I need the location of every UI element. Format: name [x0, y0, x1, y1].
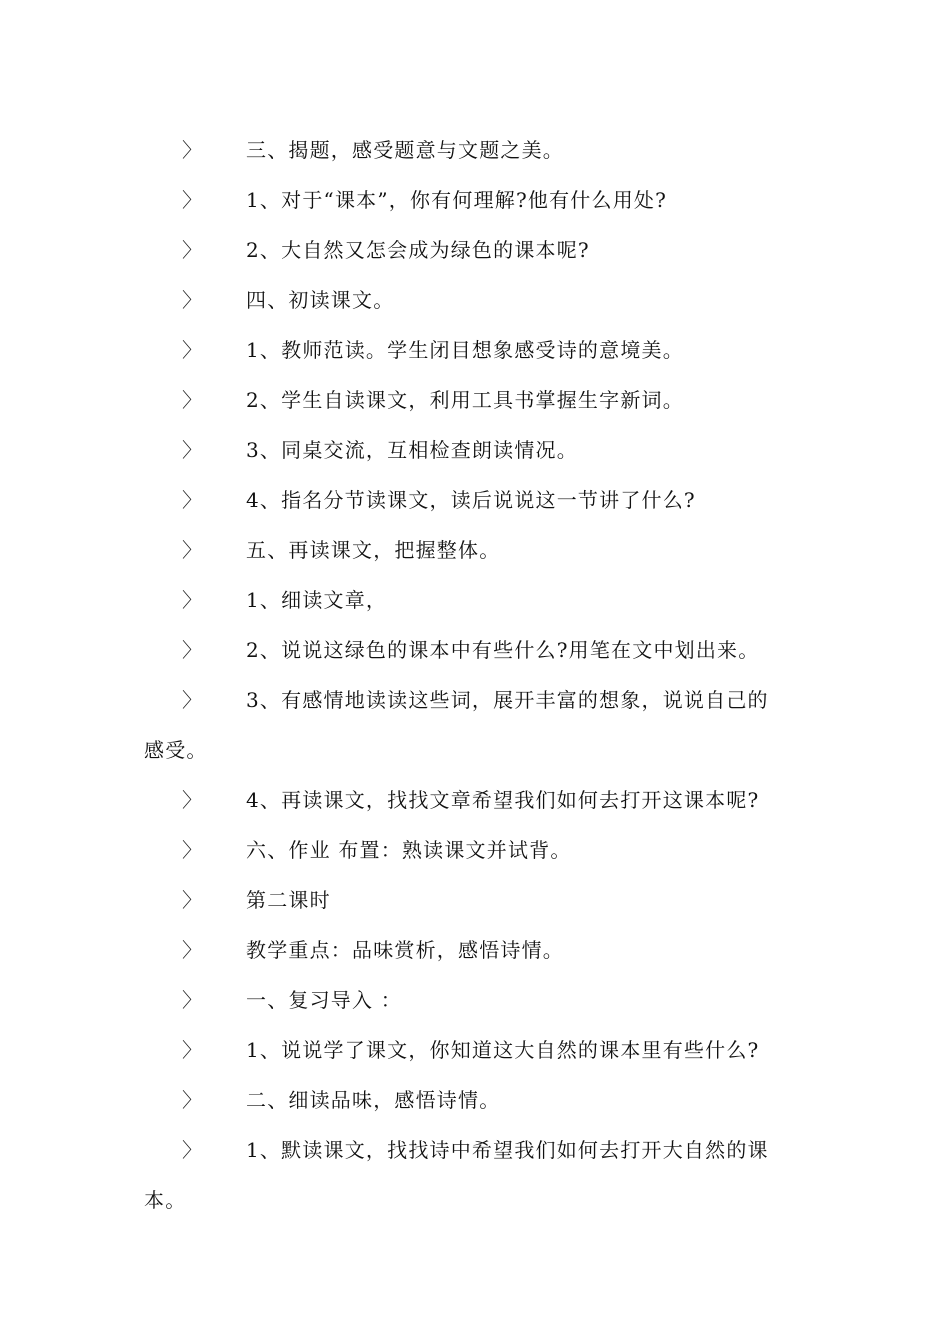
list-item-continuation: 本。: [144, 1188, 187, 1212]
chevron-right-icon: 〉: [182, 338, 202, 362]
chevron-right-icon: 〉: [182, 188, 202, 212]
list-item: [0, 980, 950, 1020]
chevron-right-icon: 〉: [182, 438, 202, 462]
list-item: [0, 680, 950, 720]
chevron-right-icon: 〉: [182, 888, 202, 912]
list-item-continuation: 感受。: [144, 738, 208, 762]
chevron-right-icon: 〉: [182, 288, 202, 312]
list-item-text: 1、对于“课本”，你有何理解?他有什么用处?: [246, 188, 668, 212]
list-item: [0, 1030, 950, 1070]
list-item: [0, 880, 950, 920]
chevron-right-icon: 〉: [182, 788, 202, 812]
chevron-right-icon: 〉: [182, 538, 202, 562]
list-item-text: 3、同桌交流，互相检查朗读情况。: [246, 438, 578, 462]
list-item-text: 4、再读课文，找找文章希望我们如何去打开这课本呢?: [246, 788, 760, 812]
list-item: [0, 1080, 950, 1120]
list-item: [0, 780, 950, 820]
chevron-right-icon: 〉: [182, 1038, 202, 1062]
list-item: [0, 830, 950, 870]
list-item-text: 4、指名分节读课文，读后说说这一节讲了什么?: [246, 488, 696, 512]
section-heading: 六、作业 布置：熟读课文并试背。: [246, 838, 572, 862]
chevron-right-icon: 〉: [182, 138, 202, 162]
chevron-right-icon: 〉: [182, 588, 202, 612]
list-item: [0, 380, 950, 420]
list-item: [0, 930, 950, 970]
list-item-text: 1、教师范读。学生闭目想象感受诗的意境美。: [246, 338, 684, 362]
section-heading: 四、初读课文。: [246, 288, 395, 312]
list-item: [0, 1130, 950, 1170]
chevron-right-icon: 〉: [182, 238, 202, 262]
chevron-right-icon: 〉: [182, 638, 202, 662]
list-item-text: 1、说说学了课文，你知道这大自然的课本里有些什么?: [246, 1038, 760, 1062]
list-item: [0, 230, 950, 270]
chevron-right-icon: 〉: [182, 838, 202, 862]
list-item-text: 2、说说这绿色的课本中有些什么?用笔在文中划出来。: [246, 638, 760, 662]
list-item-text: 2、学生自读课文，利用工具书掌握生字新词。: [246, 388, 684, 412]
list-item-text: 2、大自然又怎会成为绿色的课本呢?: [246, 238, 590, 262]
list-item-text: 3、有感情地读读这些词，展开丰富的想象，说说自己的: [246, 688, 769, 712]
list-item-text: 教学重点：品味赏析，感悟诗情。: [246, 938, 564, 962]
section-heading: 五、再读课文，把握整体。: [246, 538, 501, 562]
chevron-right-icon: 〉: [182, 388, 202, 412]
list-item: [0, 130, 950, 170]
chevron-right-icon: 〉: [182, 1138, 202, 1162]
list-item: [0, 180, 950, 220]
section-heading: 一、复习导入 ：: [246, 988, 402, 1012]
section-heading: 二、细读品味，感悟诗情。: [246, 1088, 501, 1112]
list-item: [0, 330, 950, 370]
list-item: [0, 480, 950, 520]
list-item-text: 1、细读文章，: [246, 588, 388, 612]
chevron-right-icon: 〉: [182, 938, 202, 962]
chevron-right-icon: 〉: [182, 1088, 202, 1112]
list-item: [0, 630, 950, 670]
list-item: [0, 280, 950, 320]
chevron-right-icon: 〉: [182, 688, 202, 712]
chevron-right-icon: 〉: [182, 488, 202, 512]
section-heading: 三、揭题，感受题意与文题之美。: [246, 138, 564, 162]
list-item: [0, 530, 950, 570]
lesson-title: 第二课时: [246, 888, 331, 912]
chevron-right-icon: 〉: [182, 988, 202, 1012]
list-item-text: 1、默读课文，找找诗中希望我们如何去打开大自然的课: [246, 1138, 769, 1162]
list-item: [0, 430, 950, 470]
list-item: [0, 580, 950, 620]
